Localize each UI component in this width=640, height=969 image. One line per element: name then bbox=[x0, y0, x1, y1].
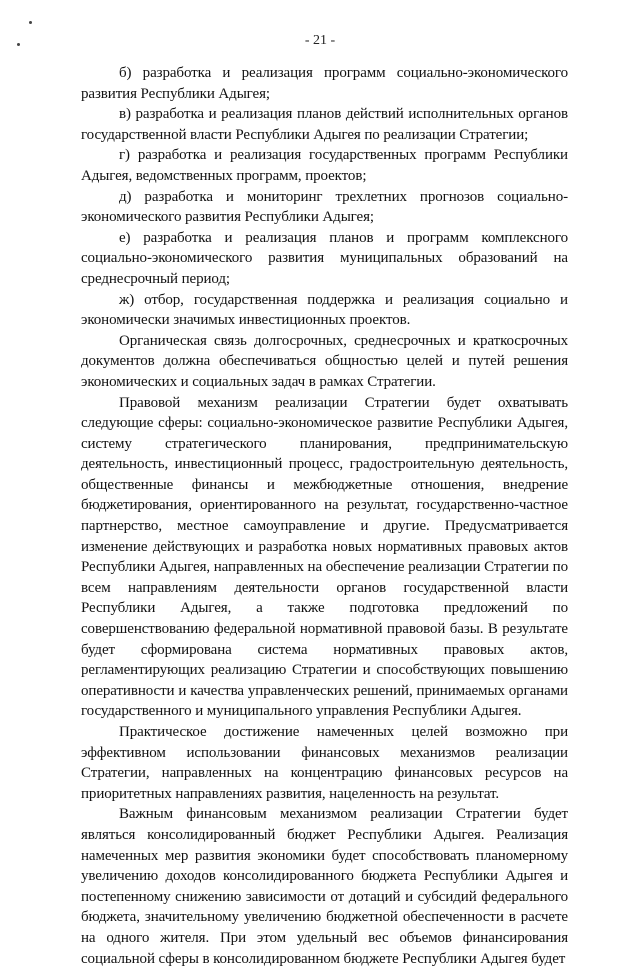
paragraph-item-e: е) разработка и реализация планов и программ комплексного социально-экономического развития муниципальных образований на среднесрочный период; bbox=[81, 229, 568, 287]
document-body bbox=[81, 63, 568, 969]
paragraph-item-zh: ж) отбор, государственная поддержка и реализация социально и экономически значимых инвестиционных проектов. bbox=[81, 291, 568, 329]
paragraph-item-d: д) разработка и мониторинг трехлетних прогнозов социально-экономического развития Республики Адыгея; bbox=[81, 188, 568, 226]
paragraph-practical-achievement: Практическое достижение намеченных целей возможно при эффективном использовании финансовых механизмов реализации Стратегии, направленных на концентрацию финансовых ресурсов на приоритетных направлениях развития, нацеленность на результат. bbox=[81, 724, 568, 802]
scan-speck bbox=[17, 43, 20, 46]
scan-speck bbox=[29, 21, 32, 24]
paragraph-item-b: б) разработка и реализация программ социально-экономического развития Республики Адыгея; bbox=[81, 65, 568, 102]
paragraph-legal-mechanism: Правовой механизм реализации Стратегии будет охватывать следующие сферы: социально-экономическое развитие Республики Адыгея, систему стратегического планирования, предпринимательскую деятельность, инвестиционный процесс, градостроительную деятельность, общественные финансы и межбюджетные отношения, внедрение бюджетирования, ориентированного на результат, государственно-частное партнерство, местное самоуправление и другие. Предусматривается изменение действующих и разработка новых нормативных правовых актов Республики Адыгея, направленных на обеспечение реализации Стратегии по всем направлениям деятельности органов государственной власти Республики Адыгея, а также подготовка предложений по совершенствованию федеральной нормативной правовой базы. В результате будет сформирована система нормативных правовых актов, регламентирующих реализацию Стратегии и способствующих повышению оперативности и качества управленческих решений, принимаемых органами государственного и муниципального управления Республики Адыгея. bbox=[81, 394, 568, 720]
paragraph-item-v: в) разработка и реализация планов действий исполнительных органов государственной власти Республики Адыгея по реализации Стратегии; bbox=[81, 106, 568, 143]
paragraph-item-g: г) разработка и реализация государственных программ Республики Адыгея, ведомственных программ, проектов; bbox=[81, 147, 568, 184]
paragraph-financial-mechanism: Важным финансовым механизмом реализации Стратегии будет являться консолидированный бюджет Республики Адыгея. Реализация намеченных мер развития экономики будет способствовать планомерному увеличению доходов консолидированного бюджета Республики Адыгея и постепенному снижению зависимости от дотаций и субсидий федерального бюджета, значительному увеличению бюджетной обеспеченности в расчете на одного жителя. При этом удельный вес объемов финансирования социальной сферы в консолидированном бюджете Республики Адыгея будет bbox=[81, 806, 568, 967]
paragraph-organic-link: Органическая связь долгосрочных, среднесрочных и краткосрочных документов должна обеспечиваться общностью целей и путей решения экономических и социальных задач в рамках Стратегии. bbox=[81, 332, 568, 390]
page-number: - 21 - bbox=[304, 33, 336, 48]
